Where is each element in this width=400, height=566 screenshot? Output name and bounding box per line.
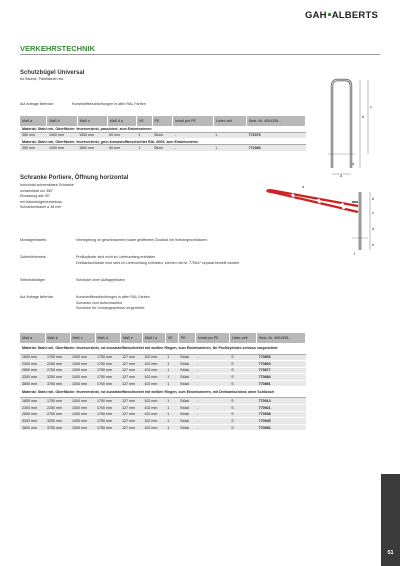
table-cell: 1 xyxy=(136,145,152,152)
feature-item: schwenkbar um 360° xyxy=(20,188,54,193)
article-number: 770877 xyxy=(257,367,306,374)
table-cell: 1750 mm xyxy=(95,418,120,425)
table-cell: 60 mm xyxy=(107,145,136,152)
barrier-ring xyxy=(318,199,320,203)
product2-table xyxy=(20,333,306,431)
table-cell: 3750 mm xyxy=(45,424,70,431)
article-number: 772383 xyxy=(247,145,306,152)
table-cell: - xyxy=(195,424,229,431)
table-cell: 2800 mm xyxy=(20,411,45,418)
table-cell: 1750 mm xyxy=(95,374,120,381)
column-header: Inhalt pro PE xyxy=(173,116,214,126)
info-value: Schranke ohne Auflagepfosten xyxy=(76,278,125,282)
schranke-diagram xyxy=(262,182,380,256)
table-row xyxy=(20,411,306,418)
material-text: Material: Stahl roh, Oberfläche: feuerverzinkt, rot kunststoffbeschichtet mit weißen Ringen, zum Einbetonieren, mit Dreikantschloss ohne Schlüssel xyxy=(20,387,306,398)
table-row xyxy=(20,374,306,381)
info-line: Dreikantschlüssel sind nicht im Lieferumfang enthalten, können mit Nr. 770647 separat bestellt werden xyxy=(76,260,240,265)
column-header: Maß e xyxy=(120,333,142,343)
table-cell: 102 mm xyxy=(142,411,165,418)
info-line: Schranke zum Aufschrauben xyxy=(76,300,122,305)
table-cell: 1750 mm xyxy=(95,367,120,374)
dim-label-c: c xyxy=(372,210,374,215)
dim-label-e: e xyxy=(372,242,375,247)
table-cell: 102 mm xyxy=(142,374,165,381)
table-cell: Stück xyxy=(152,145,173,152)
table-cell: 2250 mm xyxy=(45,361,70,368)
table-row xyxy=(20,361,306,368)
table-cell: 2800 mm xyxy=(20,367,45,374)
table-row xyxy=(20,398,306,405)
table-cell: 1750 mm xyxy=(45,354,70,361)
column-header: Liefer-zeit xyxy=(214,116,247,126)
table-row xyxy=(20,424,306,431)
column-header: Inhalt pro PE xyxy=(195,333,229,343)
table-cell: 1 xyxy=(165,367,178,374)
table-cell: - xyxy=(195,418,229,425)
table-cell: 60 mm xyxy=(107,132,136,139)
column-header: Liefer-zeit xyxy=(229,333,256,343)
table-cell: 1 xyxy=(136,132,152,139)
table-cell: 1000 mm xyxy=(70,354,95,361)
column-header: Maß a xyxy=(20,333,45,343)
table-cell: 3750 mm xyxy=(45,380,70,387)
feature-item: Einrastung alle 90° xyxy=(20,194,51,199)
product1-table-body xyxy=(20,126,306,151)
material-row xyxy=(20,343,306,354)
barrier-arm xyxy=(267,190,358,212)
table-cell: 102 mm xyxy=(142,354,165,361)
table-cell: 1 xyxy=(165,374,178,381)
column-header: Best.-Nr. 4004355... xyxy=(247,116,306,126)
table-cell: 1000 mm xyxy=(70,405,95,412)
table-cell: - xyxy=(195,361,229,368)
dim-c-label: c xyxy=(370,104,372,109)
info-value xyxy=(76,255,239,266)
table-cell: Stück xyxy=(178,374,195,381)
page-tab xyxy=(381,474,400,566)
article-number: 770938 xyxy=(257,411,306,418)
table-cell: 1000 mm xyxy=(70,367,95,374)
table-cell: 1500 mm xyxy=(77,132,107,139)
table-cell: 1 xyxy=(165,354,178,361)
section-title: VERKEHRSTECHNIK xyxy=(20,44,96,53)
table-cell: 102 mm xyxy=(142,380,165,387)
barrier-ring xyxy=(292,194,294,197)
table-row xyxy=(20,367,306,374)
bugel-pipe-highlight xyxy=(332,80,351,168)
table-cell: 3250 mm xyxy=(45,374,70,381)
info-label: Zubehörhinweis: xyxy=(20,255,47,259)
table-cell: - xyxy=(195,354,229,361)
table-cell: S xyxy=(229,398,256,405)
table-cell: 1750 mm xyxy=(95,354,120,361)
logo-left: GAH xyxy=(305,10,327,21)
table-cell: Stück xyxy=(178,398,195,405)
table-cell: 1750 mm xyxy=(95,424,120,431)
table-cell: 1000 mm xyxy=(70,411,95,418)
table-cell: 127 mm xyxy=(120,380,142,387)
material-text: Material: Stahl roh, Oberfläche: feuerverzinkt, grün kunststoffbeschichtet RAL 6005, zum Einbetonieren xyxy=(20,139,306,145)
article-number: 770914 xyxy=(257,398,306,405)
table-cell: Stück xyxy=(178,380,195,387)
info-line: Profilzylinder sind nicht im Lieferumfang enthalten xyxy=(76,255,156,259)
table-cell: S xyxy=(229,380,256,387)
section-divider xyxy=(20,54,380,55)
table-cell: S xyxy=(229,418,256,425)
table-cell: 1600 mm xyxy=(20,354,45,361)
info-value: Verriegelung im geschlossenen sowie geöffneten Zustand mit Vorhangeschlössern xyxy=(76,238,208,242)
table-cell: - xyxy=(195,380,229,387)
column-header: Maß c xyxy=(70,333,95,343)
table-cell: 127 mm xyxy=(120,398,142,405)
table-row xyxy=(20,405,306,412)
table-cell: 102 mm xyxy=(142,367,165,374)
table-cell: 1000 mm xyxy=(47,132,77,139)
table-cell: 1 xyxy=(165,424,178,431)
table-cell: S xyxy=(229,361,256,368)
table-cell: 1000 mm xyxy=(70,380,95,387)
table-cell: 350 mm xyxy=(20,132,47,139)
table-cell: Stück xyxy=(178,418,195,425)
feature-item: Schrankenbaum ⌀ 48 mm xyxy=(20,205,62,210)
table-cell: 1800 mm xyxy=(20,398,45,405)
table-cell: - xyxy=(195,411,229,418)
info-line: Schranke für Vorhangeschloss vorgerichtet xyxy=(76,306,145,311)
column-header: VE xyxy=(136,116,152,126)
table-cell: 127 mm xyxy=(120,411,142,418)
schutzbugel-diagram xyxy=(318,78,380,178)
table-cell: 1 xyxy=(165,361,178,368)
info-label: Auf Anfrage lieferbar: xyxy=(20,295,54,299)
info-label: Selbstständiger: xyxy=(20,278,46,282)
table-cell: 1750 mm xyxy=(95,405,120,412)
info-value xyxy=(76,295,150,312)
table-cell: 127 mm xyxy=(120,418,142,425)
article-number: 770945 xyxy=(257,418,306,425)
column-header: Maß b xyxy=(47,116,77,126)
table-row xyxy=(20,132,306,139)
table-cell: Stück xyxy=(178,367,195,374)
table-cell: 2750 mm xyxy=(45,367,70,374)
product1-table xyxy=(20,116,306,152)
dim-label-f: f xyxy=(354,251,356,256)
table-cell: S xyxy=(229,411,256,418)
product2-table-header xyxy=(20,333,306,343)
table-cell: 1750 mm xyxy=(95,361,120,368)
table-cell: 127 mm xyxy=(120,361,142,368)
article-number: 770891 xyxy=(257,380,306,387)
table-cell: - xyxy=(173,132,214,139)
dim-a-label: a xyxy=(340,173,343,178)
table-cell: 127 mm xyxy=(120,374,142,381)
logo-dot xyxy=(328,13,331,16)
product1-request-value: Kunststoffbeschichtungen in allen RAL Farben xyxy=(72,102,146,106)
table-cell: S xyxy=(229,374,256,381)
column-header: Maß d ⌀ xyxy=(107,116,136,126)
table-cell: L xyxy=(214,145,247,152)
table-cell: Stück xyxy=(152,132,173,139)
table-cell: 102 mm xyxy=(142,424,165,431)
logo-right: ALBERTS xyxy=(331,10,378,21)
article-number: 772376 xyxy=(247,132,306,139)
table-cell: 1000 mm xyxy=(70,424,95,431)
table-cell: Stück xyxy=(178,411,195,418)
table-cell: S xyxy=(229,367,256,374)
table-row xyxy=(20,418,306,425)
table-cell: 127 mm xyxy=(120,424,142,431)
table-cell: 1000 mm xyxy=(70,398,95,405)
table-cell: Stück xyxy=(178,354,195,361)
table-cell: - xyxy=(195,374,229,381)
table-cell: 1 xyxy=(165,405,178,412)
column-header: Maß b xyxy=(45,333,70,343)
barrier-arm-top xyxy=(270,190,358,206)
article-number: 770860 xyxy=(257,361,306,368)
table-cell: S xyxy=(229,405,256,412)
info-line: Kunststoffbeschichtungen in allen RAL Farben xyxy=(76,295,150,299)
product1-table-header xyxy=(20,116,306,126)
table-cell: - xyxy=(173,145,214,152)
column-header: VE xyxy=(165,333,178,343)
product2-title: Schranke Portiere, Öffnung horizontal xyxy=(20,175,129,181)
dim-label-a: a xyxy=(302,184,305,189)
material-text: Material: Stahl roh, Oberfläche: feuerverzinkt, rot kunststoffbeschichtet mit weißen Ringen, zum Einbetonieren, für Profilzylinder-schloss vorgerichtet xyxy=(20,343,306,354)
dim-b-label: b xyxy=(362,114,365,119)
feature-item: mit Hakenbügelverschluss xyxy=(20,199,62,204)
table-cell: 1 xyxy=(165,380,178,387)
table-cell: 2250 mm xyxy=(45,405,70,412)
column-header: Maß c xyxy=(77,116,107,126)
table-cell: 1750 mm xyxy=(45,398,70,405)
column-header: Maß f ⌀ xyxy=(142,333,165,343)
table-cell: 1000 mm xyxy=(70,374,95,381)
table-cell: - xyxy=(195,367,229,374)
column-header: PE xyxy=(178,333,195,343)
table-cell: Stück xyxy=(178,361,195,368)
table-cell: 350 mm xyxy=(20,145,47,152)
table-cell: 1500 mm xyxy=(77,145,107,152)
column-header: PE xyxy=(152,116,173,126)
table-cell: 127 mm xyxy=(120,367,142,374)
table-cell: 1 xyxy=(165,418,178,425)
table-cell: 127 mm xyxy=(120,354,142,361)
page-number: 51 xyxy=(387,550,394,556)
table-cell: 2750 mm xyxy=(45,411,70,418)
dim-label-b: b xyxy=(372,196,375,201)
table-cell: 1 xyxy=(165,411,178,418)
table-row xyxy=(20,145,306,152)
column-header: Best.-Nr. 4004355... xyxy=(257,333,306,343)
table-row xyxy=(20,380,306,387)
table-cell: 102 mm xyxy=(142,361,165,368)
product1-request-label: Auf Anfrage lieferbar: xyxy=(20,102,54,106)
table-cell: Stück xyxy=(178,405,195,412)
dim-d-label: d xyxy=(352,161,355,166)
info-label: Montagehinweis: xyxy=(20,238,47,242)
table-cell: 102 mm xyxy=(142,398,165,405)
article-number: 770884 xyxy=(257,374,306,381)
material-text: Material: Stahl roh, Oberfläche: feuerverzinkt, passiviert, zum Einbetonieren xyxy=(20,126,306,132)
table-cell: L xyxy=(214,132,247,139)
table-cell: S xyxy=(229,354,256,361)
table-cell: - xyxy=(195,405,229,412)
table-cell: 127 mm xyxy=(120,405,142,412)
table-cell: 1750 mm xyxy=(95,411,120,418)
table-row xyxy=(20,354,306,361)
bugel-pipe xyxy=(332,80,351,168)
table-cell: 3800 mm xyxy=(20,424,45,431)
table-cell: 102 mm xyxy=(142,405,165,412)
table-cell: 1 xyxy=(165,398,178,405)
table-cell: 2300 mm xyxy=(20,361,45,368)
table-cell: 3300 mm xyxy=(20,374,45,381)
table-cell: Stück xyxy=(178,424,195,431)
barrier-arm-bottom xyxy=(272,192,358,212)
table-cell: - xyxy=(195,398,229,405)
table-cell: 1000 mm xyxy=(47,145,77,152)
product2-features xyxy=(20,183,74,211)
table-cell: 1750 mm xyxy=(95,398,120,405)
table-cell: 2300 mm xyxy=(20,405,45,412)
table-cell: 3250 mm xyxy=(45,418,70,425)
table-cell: 3800 mm xyxy=(20,380,45,387)
dim-label-d: d xyxy=(372,226,375,231)
table-cell: 102 mm xyxy=(142,418,165,425)
table-cell: S xyxy=(229,424,256,431)
table-cell: 1000 mm xyxy=(70,361,95,368)
product1-subtitle: für Bäume, Parkflächen etc. xyxy=(20,77,65,81)
table-cell: 1000 mm xyxy=(70,418,95,425)
material-row xyxy=(20,387,306,398)
article-number: 770952 xyxy=(257,424,306,431)
article-number: 770921 xyxy=(257,405,306,412)
product1-title: Schutzbügel Universal xyxy=(20,70,85,76)
feature-item: horizontal schwenkbare Schranke xyxy=(20,183,74,187)
table-cell: 3300 mm xyxy=(20,418,45,425)
brand-logo xyxy=(305,10,378,21)
article-number: 770853 xyxy=(257,354,306,361)
column-header: Maß a xyxy=(20,116,47,126)
column-header: Maß d xyxy=(95,333,120,343)
product2-table-body xyxy=(20,343,306,431)
table-cell: 1750 mm xyxy=(95,380,120,387)
